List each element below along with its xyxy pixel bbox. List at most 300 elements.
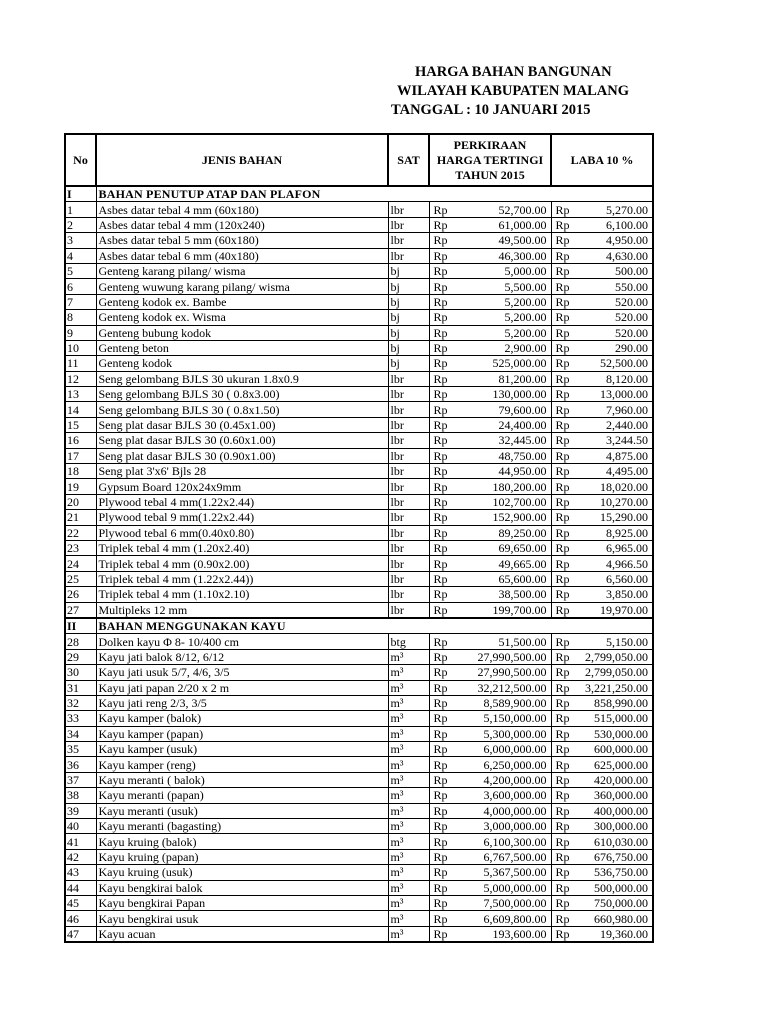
table-row: [65, 556, 653, 571]
table-body: [65, 186, 653, 942]
item-price: 193,600.00: [456, 926, 551, 942]
item-name: Kayu kamper (balok): [96, 711, 388, 726]
perkiraan-line-3: TAHUN 2015: [455, 167, 525, 182]
column-header-laba: LABA 10 %: [551, 134, 653, 186]
price-currency: Rp: [429, 464, 456, 479]
price-currency: Rp: [429, 834, 456, 849]
laba-currency: Rp: [551, 711, 578, 726]
laba-currency: Rp: [551, 202, 578, 217]
item-price: 5,200.00: [456, 310, 551, 325]
price-currency: Rp: [429, 433, 456, 448]
item-price: 5,200.00: [456, 325, 551, 340]
item-unit: lbr: [388, 602, 429, 618]
item-no: 21: [65, 510, 96, 525]
laba-currency: Rp: [551, 788, 578, 803]
item-unit: bj: [388, 310, 429, 325]
item-no: 37: [65, 772, 96, 787]
table-row: [65, 479, 653, 494]
item-name: Kayu jati balok 8/12, 6/12: [96, 649, 388, 664]
item-laba: 2,440.00: [578, 417, 653, 432]
item-name: Asbes datar tebal 6 mm (40x180): [96, 248, 388, 263]
item-price: 180,200.00: [456, 479, 551, 494]
item-no: 42: [65, 849, 96, 864]
laba-currency: Rp: [551, 371, 578, 386]
item-laba: 676,750.00: [578, 849, 653, 864]
item-no: 18: [65, 464, 96, 479]
price-currency: Rp: [429, 849, 456, 864]
item-name: Seng plat dasar BJLS 30 (0.90x1.00): [96, 448, 388, 463]
item-price: 44,950.00: [456, 464, 551, 479]
table-row: [65, 540, 653, 555]
item-laba: 19,970.00: [578, 602, 653, 618]
price-currency: Rp: [429, 865, 456, 880]
item-name: Genteng kodok: [96, 356, 388, 371]
price-currency: Rp: [429, 772, 456, 787]
item-name: Kayu kruing (papan): [96, 849, 388, 864]
item-laba: 5,270.00: [578, 202, 653, 217]
table-row: [65, 895, 653, 910]
table-row: [65, 726, 653, 741]
section-header-row: [65, 618, 653, 634]
item-no: 45: [65, 895, 96, 910]
section-id: II: [65, 618, 96, 634]
price-currency: Rp: [429, 895, 456, 910]
item-laba: 420,000.00: [578, 772, 653, 787]
laba-currency: Rp: [551, 865, 578, 880]
price-currency: Rp: [429, 202, 456, 217]
item-no: 2: [65, 217, 96, 232]
item-name: Plywood tebal 6 mm(0.40x0.80): [96, 525, 388, 540]
table-row: [65, 325, 653, 340]
laba-currency: Rp: [551, 849, 578, 864]
price-table: [64, 133, 654, 943]
item-unit: m³: [388, 834, 429, 849]
item-price: 61,000.00: [456, 217, 551, 232]
item-name: Kayu kamper (usuk): [96, 742, 388, 757]
item-price: 32,445.00: [456, 433, 551, 448]
item-unit: lbr: [388, 202, 429, 217]
price-currency: Rp: [429, 340, 456, 355]
price-currency: Rp: [429, 926, 456, 942]
item-name: Kayu kamper (papan): [96, 726, 388, 741]
column-header-perkiraan: [429, 134, 551, 186]
table-row: [65, 510, 653, 525]
item-price: 4,000,000.00: [456, 803, 551, 818]
table-row: [65, 294, 653, 309]
item-name: Multipleks 12 mm: [96, 602, 388, 618]
laba-currency: Rp: [551, 494, 578, 509]
item-no: 32: [65, 695, 96, 710]
item-laba: 19,360.00: [578, 926, 653, 942]
item-unit: bj: [388, 294, 429, 309]
item-name: Genteng beton: [96, 340, 388, 355]
laba-currency: Rp: [551, 819, 578, 834]
price-currency: Rp: [429, 602, 456, 618]
price-currency: Rp: [429, 217, 456, 232]
item-unit: m³: [388, 680, 429, 695]
item-price: 6,100,300.00: [456, 834, 551, 849]
item-unit: m³: [388, 926, 429, 942]
item-no: 7: [65, 294, 96, 309]
table-row: [65, 834, 653, 849]
table-row: [65, 587, 653, 602]
laba-currency: Rp: [551, 464, 578, 479]
price-currency: Rp: [429, 757, 456, 772]
item-unit: m³: [388, 742, 429, 757]
item-no: 16: [65, 433, 96, 448]
item-price: 38,500.00: [456, 587, 551, 602]
item-laba: 3,221,250.00: [578, 680, 653, 695]
item-price: 6,609,800.00: [456, 911, 551, 926]
item-unit: m³: [388, 772, 429, 787]
item-unit: lbr: [388, 371, 429, 386]
item-no: 41: [65, 834, 96, 849]
item-name: Kayu acuan: [96, 926, 388, 942]
table-header-row: [65, 134, 653, 186]
laba-currency: Rp: [551, 695, 578, 710]
item-no: 8: [65, 310, 96, 325]
item-no: 40: [65, 819, 96, 834]
item-laba: 4,495.00: [578, 464, 653, 479]
item-unit: lbr: [388, 417, 429, 432]
item-laba: 15,290.00: [578, 510, 653, 525]
item-no: 11: [65, 356, 96, 371]
item-price: 52,700.00: [456, 202, 551, 217]
item-unit: bj: [388, 340, 429, 355]
item-name: Genteng wuwung karang pilang/ wisma: [96, 279, 388, 294]
item-laba: 625,000.00: [578, 757, 653, 772]
laba-currency: Rp: [551, 803, 578, 818]
document-region: WILAYAH KABUPATEN MALANG: [397, 83, 630, 99]
item-name: Kayu jati usuk 5/7, 4/6, 3/5: [96, 665, 388, 680]
laba-currency: Rp: [551, 880, 578, 895]
item-name: Triplek tebal 4 mm (1.20x2.40): [96, 540, 388, 555]
item-no: 34: [65, 726, 96, 741]
item-name: Kayu kamper (reng): [96, 757, 388, 772]
item-no: 22: [65, 525, 96, 540]
item-no: 19: [65, 479, 96, 494]
item-name: Kayu meranti ( balok): [96, 772, 388, 787]
item-price: 5,000,000.00: [456, 880, 551, 895]
item-name: Triplek tebal 4 mm (1.10x2.10): [96, 587, 388, 602]
item-name: Gypsum Board 120x24x9mm: [96, 479, 388, 494]
item-no: 26: [65, 587, 96, 602]
item-unit: m³: [388, 665, 429, 680]
item-unit: bj: [388, 263, 429, 278]
laba-currency: Rp: [551, 479, 578, 494]
document-date: TANGGAL : 10 JANUARI 2015: [391, 102, 591, 118]
price-currency: Rp: [429, 911, 456, 926]
item-unit: lbr: [388, 217, 429, 232]
laba-currency: Rp: [551, 263, 578, 278]
table-row: [65, 571, 653, 586]
item-unit: btg: [388, 634, 429, 649]
item-no: 43: [65, 865, 96, 880]
laba-currency: Rp: [551, 665, 578, 680]
item-name: Seng gelombang BJLS 30 ukuran 1.8x0.9: [96, 371, 388, 386]
item-no: 17: [65, 448, 96, 463]
item-laba: 18,020.00: [578, 479, 653, 494]
item-unit: lbr: [388, 448, 429, 463]
item-laba: 4,966.50: [578, 556, 653, 571]
price-currency: Rp: [429, 711, 456, 726]
price-currency: Rp: [429, 371, 456, 386]
item-laba: 6,100.00: [578, 217, 653, 232]
laba-currency: Rp: [551, 634, 578, 649]
section-header-row: [65, 186, 653, 202]
item-price: 48,750.00: [456, 448, 551, 463]
item-no: 39: [65, 803, 96, 818]
item-no: 23: [65, 540, 96, 555]
item-unit: lbr: [388, 510, 429, 525]
price-currency: Rp: [429, 294, 456, 309]
item-laba: 10,270.00: [578, 494, 653, 509]
item-unit: lbr: [388, 387, 429, 402]
laba-currency: Rp: [551, 895, 578, 910]
item-laba: 500,000.00: [578, 880, 653, 895]
laba-currency: Rp: [551, 649, 578, 664]
item-laba: 8,120.00: [578, 371, 653, 386]
laba-currency: Rp: [551, 233, 578, 248]
item-price: 65,600.00: [456, 571, 551, 586]
table-row: [65, 819, 653, 834]
item-price: 24,400.00: [456, 417, 551, 432]
item-name: Kayu kruing (usuk): [96, 865, 388, 880]
item-unit: lbr: [388, 433, 429, 448]
item-name: Triplek tebal 4 mm (1.22x2.44)): [96, 571, 388, 586]
price-currency: Rp: [429, 880, 456, 895]
item-laba: 2,799,050.00: [578, 665, 653, 680]
item-name: Kayu meranti (usuk): [96, 803, 388, 818]
item-name: Kayu kruing (balok): [96, 834, 388, 849]
laba-currency: Rp: [551, 926, 578, 942]
item-price: 46,300.00: [456, 248, 551, 263]
laba-currency: Rp: [551, 726, 578, 741]
table-row: [65, 634, 653, 649]
item-no: 38: [65, 788, 96, 803]
item-laba: 520.00: [578, 294, 653, 309]
item-price: 7,500,000.00: [456, 895, 551, 910]
item-laba: 4,875.00: [578, 448, 653, 463]
item-laba: 6,965.00: [578, 540, 653, 555]
item-unit: m³: [388, 911, 429, 926]
item-laba: 536,750.00: [578, 865, 653, 880]
item-name: Genteng karang pilang/ wisma: [96, 263, 388, 278]
item-laba: 660,980.00: [578, 911, 653, 926]
price-currency: Rp: [429, 233, 456, 248]
table-row: [65, 865, 653, 880]
item-unit: m³: [388, 711, 429, 726]
item-laba: 750,000.00: [578, 895, 653, 910]
item-price: 3,000,000.00: [456, 819, 551, 834]
table-row: [65, 340, 653, 355]
item-no: 10: [65, 340, 96, 355]
price-currency: Rp: [429, 742, 456, 757]
item-price: 2,900.00: [456, 340, 551, 355]
item-price: 51,500.00: [456, 634, 551, 649]
table-row: [65, 649, 653, 664]
item-laba: 550.00: [578, 279, 653, 294]
perkiraan-line-1: PERKIRAAN: [453, 137, 527, 152]
item-price: 130,000.00: [456, 387, 551, 402]
item-laba: 3,244.50: [578, 433, 653, 448]
table-row: [65, 402, 653, 417]
item-laba: 3,850.00: [578, 587, 653, 602]
price-currency: Rp: [429, 695, 456, 710]
item-no: 35: [65, 742, 96, 757]
item-laba: 500.00: [578, 263, 653, 278]
item-unit: lbr: [388, 494, 429, 509]
item-price: 5,300,000.00: [456, 726, 551, 741]
price-currency: Rp: [429, 726, 456, 741]
item-laba: 300,000.00: [578, 819, 653, 834]
item-no: 36: [65, 757, 96, 772]
item-laba: 2,799,050.00: [578, 649, 653, 664]
laba-currency: Rp: [551, 540, 578, 555]
item-name: Plywood tebal 9 mm(1.22x2.44): [96, 510, 388, 525]
item-price: 5,200.00: [456, 294, 551, 309]
item-price: 27,990,500.00: [456, 665, 551, 680]
item-name: Genteng kodok ex. Bambe: [96, 294, 388, 309]
price-currency: Rp: [429, 510, 456, 525]
price-currency: Rp: [429, 479, 456, 494]
item-name: Kayu meranti (papan): [96, 788, 388, 803]
item-laba: 520.00: [578, 325, 653, 340]
item-name: Seng plat dasar BJLS 30 (0.60x1.00): [96, 433, 388, 448]
item-name: Kayu jati reng 2/3, 3/5: [96, 695, 388, 710]
table-row: [65, 433, 653, 448]
item-unit: m³: [388, 788, 429, 803]
table-row: [65, 911, 653, 926]
price-currency: Rp: [429, 803, 456, 818]
section-title: BAHAN MENGGUNAKAN KAYU: [96, 618, 653, 634]
item-no: 12: [65, 371, 96, 386]
item-unit: lbr: [388, 464, 429, 479]
item-laba: 4,630.00: [578, 248, 653, 263]
table-row: [65, 695, 653, 710]
item-laba: 600,000.00: [578, 742, 653, 757]
item-price: 81,200.00: [456, 371, 551, 386]
document-title: HARGA BAHAN BANGUNAN: [415, 64, 612, 80]
item-price: 199,700.00: [456, 602, 551, 618]
item-name: Asbes datar tebal 4 mm (120x240): [96, 217, 388, 232]
item-unit: bj: [388, 325, 429, 340]
item-laba: 610,030.00: [578, 834, 653, 849]
item-laba: 290.00: [578, 340, 653, 355]
item-laba: 8,925.00: [578, 525, 653, 540]
laba-currency: Rp: [551, 772, 578, 787]
perkiraan-line-2: HARGA TERTINGI: [436, 152, 544, 167]
price-currency: Rp: [429, 417, 456, 432]
item-name: Kayu bengkirai usuk: [96, 911, 388, 926]
item-laba: 515,000.00: [578, 711, 653, 726]
item-name: Plywood tebal 4 mm(1.22x2.44): [96, 494, 388, 509]
item-no: 46: [65, 911, 96, 926]
table-row: [65, 742, 653, 757]
item-price: 27,990,500.00: [456, 649, 551, 664]
item-no: 13: [65, 387, 96, 402]
item-no: 29: [65, 649, 96, 664]
item-unit: lbr: [388, 402, 429, 417]
item-unit: m³: [388, 880, 429, 895]
item-name: Seng gelombang BJLS 30 ( 0.8x3.00): [96, 387, 388, 402]
laba-currency: Rp: [551, 356, 578, 371]
item-no: 6: [65, 279, 96, 294]
item-price: 4,200,000.00: [456, 772, 551, 787]
price-currency: Rp: [429, 540, 456, 555]
section-id: I: [65, 186, 96, 202]
item-price: 32,212,500.00: [456, 680, 551, 695]
table-row: [65, 417, 653, 432]
item-name: Kayu meranti (bagasting): [96, 819, 388, 834]
item-no: 24: [65, 556, 96, 571]
laba-currency: Rp: [551, 571, 578, 586]
item-price: 6,767,500.00: [456, 849, 551, 864]
item-price: 5,150,000.00: [456, 711, 551, 726]
price-currency: Rp: [429, 649, 456, 664]
item-name: Seng plat dasar BJLS 30 (0.45x1.00): [96, 417, 388, 432]
item-price: 89,250.00: [456, 525, 551, 540]
laba-currency: Rp: [551, 402, 578, 417]
table-row: [65, 926, 653, 942]
table-row: [65, 494, 653, 509]
item-price: 8,589,900.00: [456, 695, 551, 710]
item-name: Asbes datar tebal 4 mm (60x180): [96, 202, 388, 217]
table-row: [65, 202, 653, 217]
laba-currency: Rp: [551, 602, 578, 618]
price-currency: Rp: [429, 556, 456, 571]
item-no: 1: [65, 202, 96, 217]
item-price: 79,600.00: [456, 402, 551, 417]
item-price: 3,600,000.00: [456, 788, 551, 803]
item-no: 20: [65, 494, 96, 509]
laba-currency: Rp: [551, 587, 578, 602]
item-name: Kayu bengkirai balok: [96, 880, 388, 895]
item-no: 9: [65, 325, 96, 340]
table-row: [65, 665, 653, 680]
item-no: 28: [65, 634, 96, 649]
item-no: 44: [65, 880, 96, 895]
item-name: Genteng bubung kodok: [96, 325, 388, 340]
laba-currency: Rp: [551, 248, 578, 263]
table-row: [65, 880, 653, 895]
laba-currency: Rp: [551, 217, 578, 232]
item-no: 5: [65, 263, 96, 278]
laba-currency: Rp: [551, 680, 578, 695]
table-row: [65, 387, 653, 402]
item-unit: m³: [388, 895, 429, 910]
item-unit: lbr: [388, 571, 429, 586]
item-unit: m³: [388, 849, 429, 864]
price-currency: Rp: [429, 448, 456, 463]
table-row: [65, 680, 653, 695]
item-name: Seng gelombang BJLS 30 ( 0.8x1.50): [96, 402, 388, 417]
item-laba: 52,500.00: [578, 356, 653, 371]
item-no: 47: [65, 926, 96, 942]
item-unit: lbr: [388, 525, 429, 540]
item-laba: 530,000.00: [578, 726, 653, 741]
table-row: [65, 525, 653, 540]
item-price: 6,000,000.00: [456, 742, 551, 757]
table-row: [65, 233, 653, 248]
table-row: [65, 356, 653, 371]
item-name: Seng plat 3'x6' Bjls 28: [96, 464, 388, 479]
item-no: 31: [65, 680, 96, 695]
laba-currency: Rp: [551, 325, 578, 340]
table-row: [65, 788, 653, 803]
laba-currency: Rp: [551, 510, 578, 525]
column-header-jenis: JENIS BAHAN: [96, 134, 388, 186]
